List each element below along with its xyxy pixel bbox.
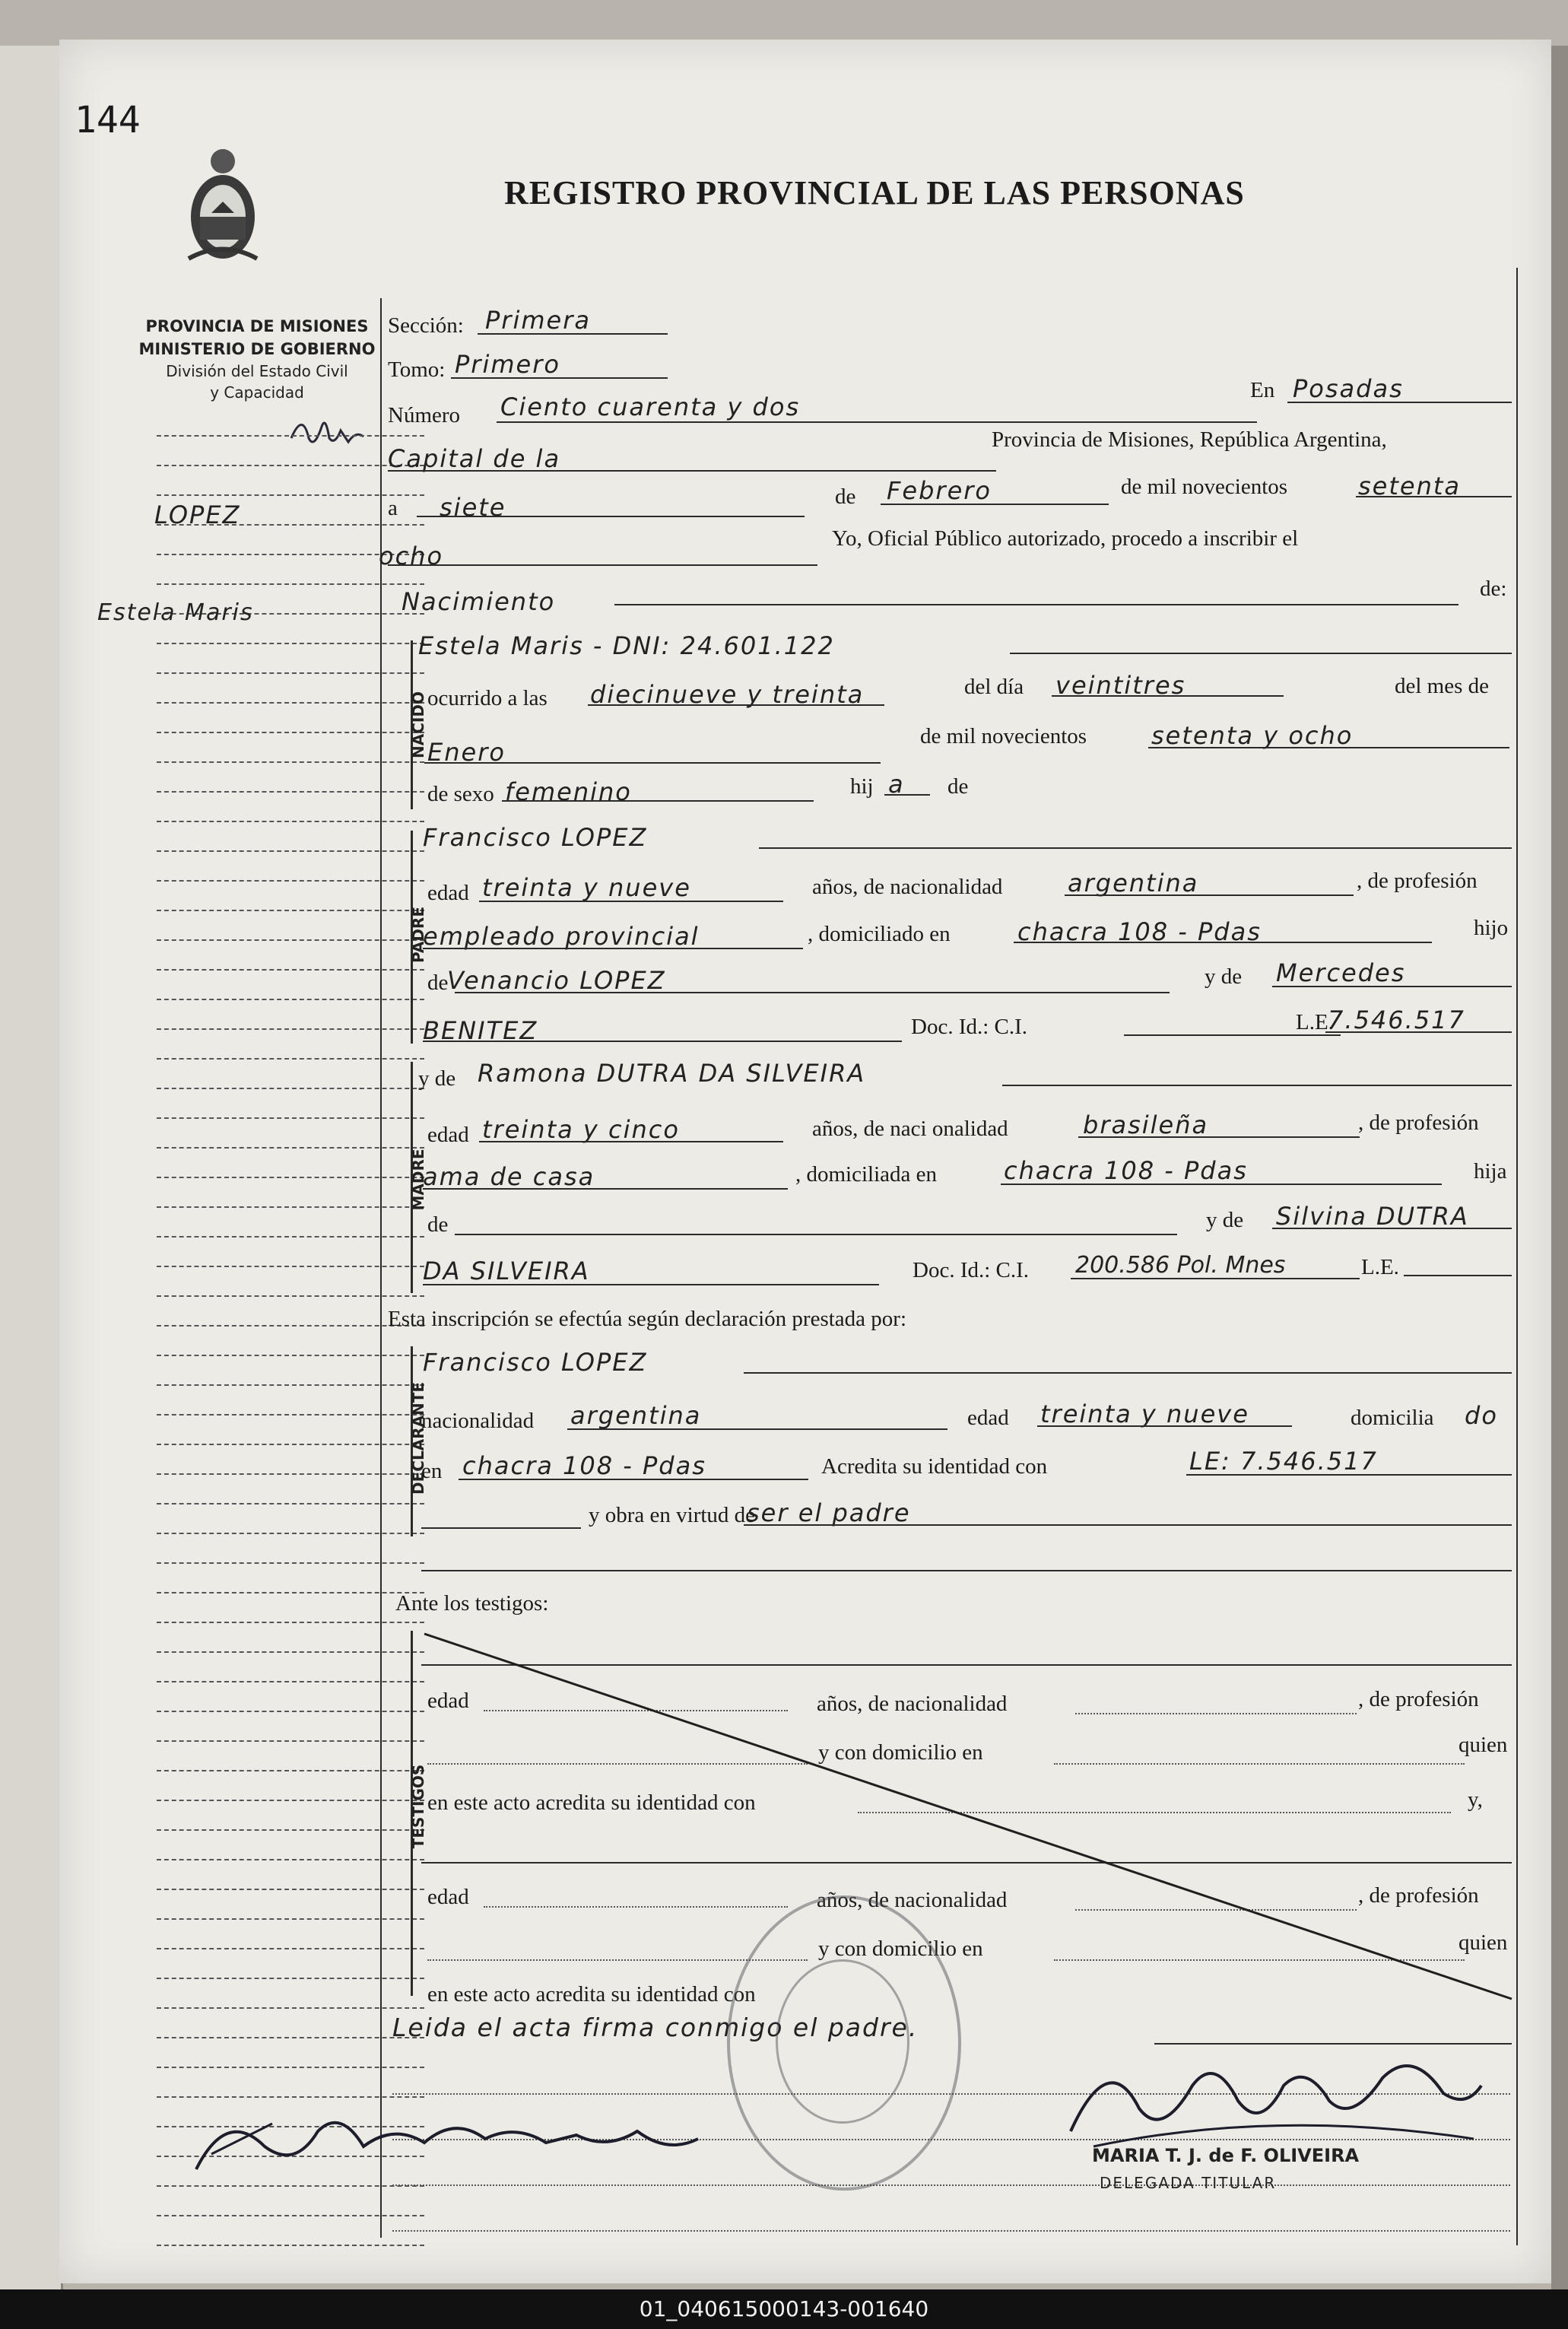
margin-rule-line <box>157 2037 424 2038</box>
margin-rule-line <box>157 1177 424 1178</box>
madre-dom-value: chacra 108 - Pdas <box>1004 1156 1248 1185</box>
strike-through-line <box>417 1626 1519 2006</box>
declarante-en-value: chacra 108 - Pdas <box>462 1451 706 1480</box>
margin-rule-line <box>157 1384 424 1386</box>
margin-rule-line <box>157 1948 424 1949</box>
margin-rule-line <box>157 999 424 1000</box>
de-label: de <box>835 485 856 509</box>
del-dia-label: del día <box>964 675 1024 699</box>
margin-rule-line <box>157 1444 424 1445</box>
madre-edad-value: treinta y cinco <box>482 1115 680 1144</box>
testigo1-edad-label: edad <box>427 1689 469 1713</box>
hora-value: diecinueve y treinta <box>590 680 865 709</box>
margin-rule-line <box>157 1622 424 1623</box>
margin-rule-line <box>157 910 424 911</box>
ocurrido-label: ocurrido a las <box>427 686 548 710</box>
margin-rule-line <box>157 1473 424 1475</box>
declarante-domicilia-label: domicilia <box>1351 1406 1434 1430</box>
margin-rule-line <box>157 1859 424 1860</box>
padre-name: Francisco LOPEZ <box>423 823 648 852</box>
margin-rule-line <box>157 1058 424 1060</box>
margin-rule-line <box>157 1533 424 1534</box>
closing-text: Leida el acta firma conmigo el padre. <box>392 2013 919 2042</box>
padre-prof-label: , de profesión <box>1357 869 1478 893</box>
tomo-label: Tomo: <box>388 357 446 382</box>
declarante-acredita-label: Acredita su identidad con <box>821 1454 1048 1479</box>
declarant-signature-icon <box>181 2078 728 2192</box>
margin-rule-line <box>157 1503 424 1504</box>
margin-rule-line <box>157 1651 424 1653</box>
madre-anos-label: años, de naci onalidad <box>812 1117 1008 1141</box>
margin-rule-line <box>157 702 424 704</box>
margin-rule-line <box>157 1355 424 1356</box>
madre-section-label: MADRE <box>409 1149 427 1211</box>
margin-rule-line <box>157 1592 424 1593</box>
padre-edad-value: treinta y nueve <box>482 873 691 902</box>
yo-text: Yo, Oficial Público autorizado, procedo a inscribir el <box>832 526 1299 551</box>
en-value: Posadas <box>1293 374 1404 403</box>
numero-value: Ciento cuarenta y dos <box>500 392 801 421</box>
declarante-obra-label: y obra en virtud de <box>589 1503 756 1527</box>
margin-rule-line <box>157 435 424 437</box>
seccion-value: Primera <box>485 306 591 335</box>
padre-anos-label: años, de nacionalidad <box>812 875 1003 899</box>
margin-rule-line <box>157 2245 424 2246</box>
de-colon: de: <box>1480 577 1507 601</box>
testigo2-acredita-label: en este acto acredita su identidad con <box>427 1982 756 2006</box>
margin-rule-line <box>157 791 424 793</box>
margin-rule-line <box>157 1414 424 1416</box>
declarante-nac-value: argentina <box>570 1401 702 1430</box>
dia-value: veintitres <box>1055 671 1186 700</box>
hij-label: hij <box>850 774 874 799</box>
org-ministry: MINISTERIO DE GOBIERNO <box>138 340 376 358</box>
margin-rule-line <box>157 969 424 971</box>
padre-doc-label: Doc. Id.: C.I. <box>911 1015 1028 1039</box>
margin-rule-line <box>157 1206 424 1208</box>
margin-rule-line <box>157 494 424 496</box>
declarante-en-label: en <box>421 1459 443 1483</box>
testigo2-anos-label: años, de nacionalidad <box>817 1888 1008 1912</box>
initials-signature-icon <box>287 408 371 453</box>
org-capacity: y Capacidad <box>210 383 304 402</box>
official-title: DELEGADA TITULAR <box>1100 2174 1277 2192</box>
margin-rule-line <box>157 1918 424 1920</box>
padre-nac-value: argentina <box>1068 869 1199 898</box>
madre-hija-label: hija <box>1474 1159 1507 1184</box>
margin-rule-line <box>157 1325 424 1327</box>
padre-hijo-label: hijo <box>1474 916 1509 940</box>
padre-y-de-label: y de <box>1205 964 1243 989</box>
margin-rule-line <box>157 1889 424 1890</box>
madre-madre-value-2: DA SILVEIRA <box>423 1257 590 1285</box>
margin-given-names: Estela Maris <box>97 599 254 626</box>
madre-y-de-label-2: y de <box>1206 1208 1244 1232</box>
anio-value-1: setenta <box>1358 472 1462 500</box>
padre-section-label: PADRE <box>409 907 427 963</box>
margin-rule-line <box>157 880 424 882</box>
main-column-divider <box>380 298 382 2238</box>
margin-rule-line <box>157 850 424 852</box>
nacido-de-label: de <box>947 774 969 799</box>
margin-rule-line <box>157 583 424 585</box>
tomo-value: Primero <box>455 350 560 379</box>
margin-rule-line <box>157 643 424 644</box>
testigo2-quien-label: quien <box>1458 1930 1508 1955</box>
declarante-acredita-value: LE: 7.546.517 <box>1189 1447 1378 1476</box>
padre-dom-label: , domiciliado en <box>808 922 951 946</box>
testigo1-quien-label: quien <box>1458 1733 1508 1757</box>
testigos-intro: Ante los testigos: <box>395 1591 549 1616</box>
margin-rule-line <box>157 465 424 466</box>
nacido-anio-value: setenta y ocho <box>1151 721 1354 750</box>
margin-rule-line <box>157 1088 424 1089</box>
madre-y-de-label: y de <box>418 1066 456 1091</box>
en-label: En <box>1250 378 1275 402</box>
mes-value: Febrero <box>887 476 992 505</box>
madre-nac-value: brasileña <box>1083 1110 1209 1139</box>
folio-number: 144 <box>75 99 141 141</box>
testigo1-acredita-label: en este acto acredita su identidad con <box>427 1790 756 1815</box>
testigo1-prof-label: , de profesión <box>1358 1687 1479 1711</box>
margin-rule-line <box>157 1711 424 1712</box>
provincia-text: Provincia de Misiones, República Argentina, <box>992 427 1387 452</box>
madre-le-label: L.E. <box>1361 1255 1399 1279</box>
margin-rule-line <box>157 1770 424 1771</box>
margin-rule-line <box>157 1829 424 1831</box>
scan-identifier: 01_040615000143-001640 <box>0 2289 1568 2329</box>
padre-madre-value-2: BENITEZ <box>423 1016 538 1045</box>
a-label: a <box>388 496 398 520</box>
coat-of-arms-icon <box>181 145 265 266</box>
margin-rule-line <box>157 1740 424 1742</box>
dia-value: siete <box>440 493 506 522</box>
org-province: PROVINCIA DE MISIONES <box>145 317 369 335</box>
padre-madre-value-1: Mercedes <box>1276 958 1406 987</box>
sexo-label: de sexo <box>427 782 494 806</box>
margin-rule-line <box>157 1117 424 1119</box>
official-name: MARIA T. J. de F. OLIVEIRA <box>1092 2145 1360 2166</box>
margin-rule-line <box>157 672 424 674</box>
margin-rule-line <box>157 1295 424 1297</box>
padre-edad-label: edad <box>427 881 469 905</box>
testigo2-dom-label: y con domicilio en <box>818 1937 983 1961</box>
madre-prof-label: , de profesión <box>1358 1110 1479 1135</box>
padre-prof-value: empleado provincial <box>423 922 700 951</box>
testigo1-y-label: y, <box>1468 1787 1483 1812</box>
madre-ci-value: 200.586 Pol. Mnes <box>1075 1252 1286 1279</box>
page-title: REGISTRO PROVINCIAL DE LAS PERSONAS <box>504 174 1245 211</box>
declarante-edad-value: treinta y nueve <box>1040 1400 1249 1428</box>
margin-rule-line <box>157 2067 424 2068</box>
testigo1-dom-label: y con domicilio en <box>818 1740 983 1765</box>
margin-rule-line <box>157 732 424 733</box>
margin-rule-line <box>157 1978 424 1979</box>
declarante-section-label: DECLARANTE <box>409 1381 427 1495</box>
testigos-section-label: TESTIGOS <box>409 1764 427 1849</box>
official-seal-icon <box>727 1895 961 2191</box>
del-mes-label: del mes de <box>1395 674 1490 698</box>
testigo2-prof-label: , de profesión <box>1358 1883 1479 1908</box>
nacido-name: Estela Maris - DNI: 24.601.122 <box>418 631 835 660</box>
margin-rule-line <box>157 1147 424 1149</box>
nacido-section-label: NACIDO <box>409 691 427 758</box>
sexo-value: femenino <box>505 777 632 806</box>
hij-value: a <box>888 770 905 799</box>
margin-rule-line <box>157 1236 424 1238</box>
margin-rule-line <box>157 2007 424 2009</box>
nacido-mil-label: de mil novecientos <box>920 724 1087 748</box>
declaracion-text: Esta inscripción se efectúa según declaración prestada por: <box>388 1307 907 1331</box>
padre-dom-value: chacra 108 - Pdas <box>1017 917 1262 946</box>
register-page <box>59 40 1551 2283</box>
margin-rule-line <box>157 1028 424 1030</box>
org-division: División del Estado Civil <box>166 362 348 380</box>
madre-edad-label: edad <box>427 1123 469 1147</box>
mil-text: de mil novecientos <box>1121 475 1288 499</box>
madre-madre-value-1: Silvina DUTRA <box>1276 1202 1469 1231</box>
padre-de-label: de <box>427 971 449 995</box>
acto-value: Nacimiento <box>402 587 556 616</box>
margin-rule-line <box>157 1266 424 1267</box>
padre-le-label: L.E. <box>1296 1010 1334 1034</box>
madre-name: Ramona DUTRA DA SILVEIRA <box>478 1059 866 1088</box>
testigo1-anos-label: años, de nacionalidad <box>817 1692 1008 1716</box>
madre-de-label: de <box>427 1212 449 1237</box>
padre-le-value: 7.546.517 <box>1328 1006 1465 1034</box>
city-value: Capital de la <box>388 444 561 473</box>
declarante-edad-label: edad <box>967 1406 1009 1430</box>
declarante-obra-value: ser el padre <box>747 1498 911 1527</box>
numero-label: Número <box>388 403 461 427</box>
margin-rule-line <box>157 1681 424 1682</box>
madre-doc-label: Doc. Id.: C.I. <box>913 1258 1030 1282</box>
declarante-domicilia-value: do <box>1465 1401 1498 1430</box>
padre-padre-value: Venancio LOPEZ <box>447 966 666 995</box>
book-edge <box>1551 46 1568 2289</box>
margin-rule-line <box>157 1800 424 1801</box>
margin-rule-line <box>157 1562 424 1564</box>
declarante-name: Francisco LOPEZ <box>423 1348 648 1377</box>
margin-rule-line <box>157 2215 424 2216</box>
previous-page-edge <box>0 46 63 2289</box>
madre-prof-value: ama de casa <box>423 1162 595 1191</box>
testigo2-edad-label: edad <box>427 1885 469 1909</box>
nacido-mes-value: Enero <box>427 738 506 767</box>
margin-rule-line <box>157 939 424 941</box>
margin-rule-line <box>157 821 424 822</box>
margin-rule-line <box>157 761 424 763</box>
org-block <box>90 315 424 403</box>
anio-value-2: ocho <box>379 542 444 570</box>
declarante-nac-label: nacionalidad <box>421 1409 535 1433</box>
madre-dom-label: , domiciliada en <box>795 1162 938 1187</box>
margin-surname: LOPEZ <box>154 500 241 529</box>
seccion-label: Sección: <box>388 313 464 338</box>
